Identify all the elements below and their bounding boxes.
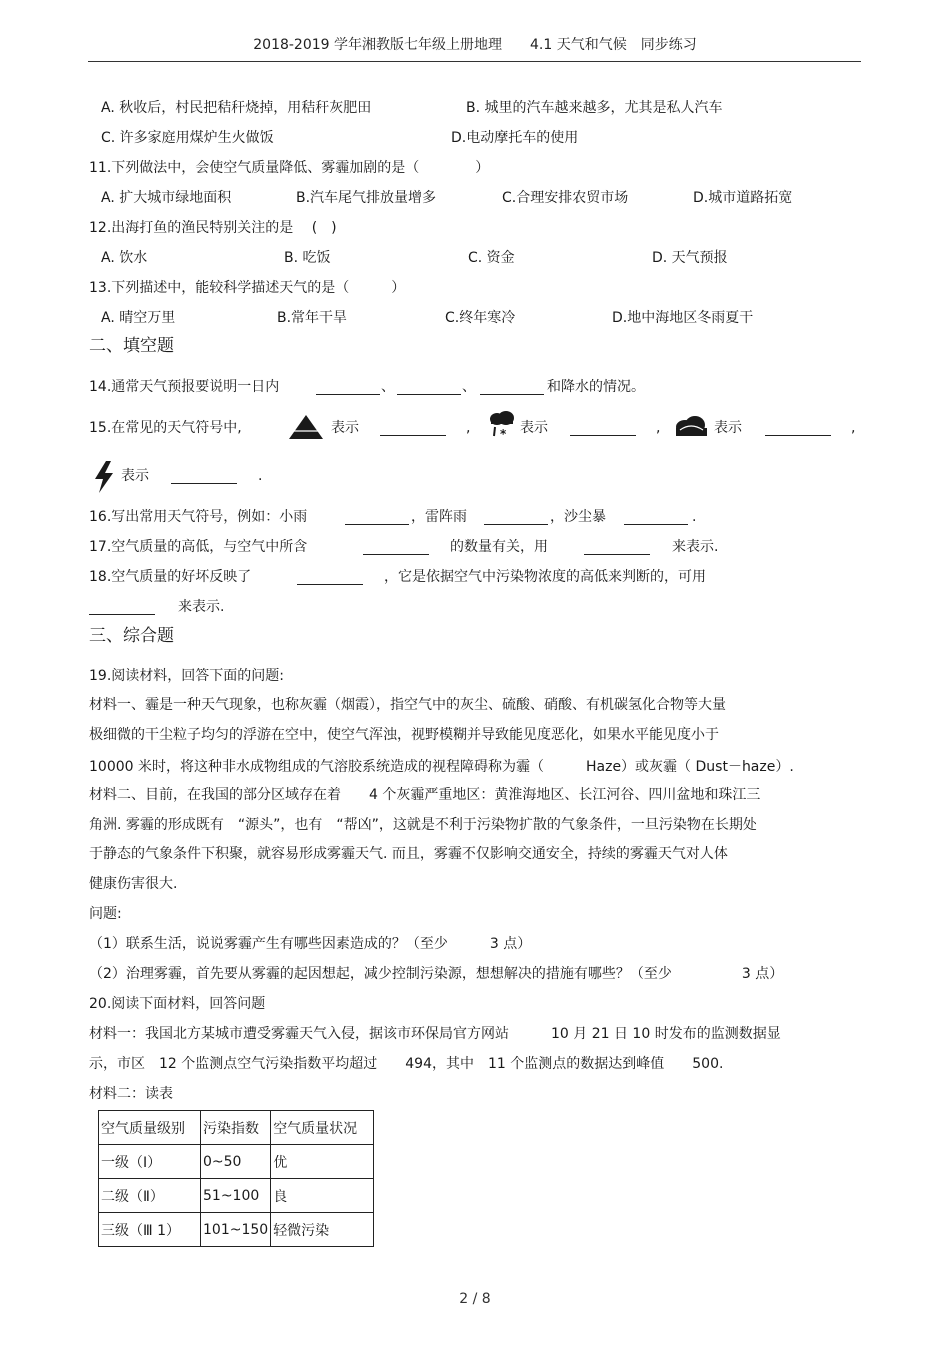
q15-period: . [258, 468, 263, 484]
q15-label-3: 表示 [714, 420, 742, 436]
q19-material2-line2: 角洲. 雾霾的形成既有 “源头”，也有 “帮凶”，这就是不利于污染物扩散的气象条件，一旦污染物在长期处 [89, 817, 757, 833]
rain-snow-icon [486, 410, 518, 440]
q15-blank-3[interactable] [765, 421, 831, 436]
table-header-cell: 空气质量状况 [271, 1111, 374, 1145]
page-header: 2018-2019 学年湘教版七年级上册地理 4.1 天气和气候 同步练习 [253, 37, 697, 53]
page-number: 2 / 8 [459, 1291, 491, 1307]
air-quality-table [98, 1110, 374, 1247]
q18-blank-1[interactable] [297, 570, 363, 585]
q13-stem: 13.下列描述中，能较科学描述天气的是（ ） [89, 280, 406, 296]
table-cell: 一级（Ⅰ） [99, 1145, 201, 1179]
q19-material1-line1: 材料一、霾是一种天气现象，也称灰霾（烟霞），指空气中的灰尘、硫酸、硝酸、有机碳氢化合物等大量 [89, 697, 726, 713]
q20-material2: 材料二：读表 [89, 1086, 173, 1102]
q14-sep-2: 、 [462, 379, 476, 395]
q17-blank-1[interactable] [363, 540, 429, 555]
q18-prefix: 18.空气质量的好坏反映了 [89, 569, 252, 585]
q14-blank-3[interactable] [480, 380, 544, 395]
q10-option-d: D.电动摩托车的使用 [451, 130, 579, 146]
svg-text:*: * [500, 427, 507, 440]
q14-prefix: 14.通常天气预报要说明一日内 [89, 379, 280, 395]
q20-stem: 20.阅读下面材料，回答问题 [89, 996, 266, 1012]
q11-option-d: D.城市道路拓宽 [693, 190, 793, 206]
q16-prefix: 16.写出常用天气符号，例如：小雨 [89, 509, 308, 525]
q14-blank-2[interactable] [397, 380, 461, 395]
overcast-icon [673, 414, 709, 438]
q19-stem: 19.阅读材料，回答下面的问题: [89, 668, 284, 684]
q10-option-a: A. 秋收后，村民把秸秆烧掉，用秸秆灰肥田 [101, 100, 372, 116]
q14-suffix: 和降水的情况。 [547, 379, 645, 395]
q19-material1-line3: 10000 米时，将这种非水成物组成的气溶胶系统造成的视程障碍称为霾（ Haze）或灰霾（ Dust－haze）. [89, 759, 794, 775]
q13-option-b: B.常年干旱 [277, 310, 348, 326]
q16-blank-2[interactable] [484, 510, 548, 525]
q15-label-4: 表示 [121, 468, 149, 484]
table-cell: 51~100 [201, 1179, 271, 1213]
q16-end: . [692, 509, 697, 525]
q15-comma-1: , [466, 420, 471, 436]
q16-mid-1: ，雷阵雨 [411, 509, 467, 525]
q11-stem: 11.下列做法中，会使空气质量降低、雾霾加剧的是（ ） [89, 160, 490, 176]
q11-option-a: A. 扩大城市绿地面积 [101, 190, 232, 206]
q16-blank-1[interactable] [345, 510, 409, 525]
q17-prefix: 17.空气质量的高低，与空气中所含 [89, 539, 308, 555]
q18-end: 来表示. [178, 599, 225, 615]
q15-blank-1[interactable] [380, 421, 446, 436]
table-cell: 轻微污染 [271, 1213, 374, 1247]
sandstorm-icon [287, 413, 325, 441]
table-cell: 0~50 [201, 1145, 271, 1179]
q12-option-a: A. 饮水 [101, 250, 148, 266]
q14-sep-1: 、 [381, 379, 395, 395]
table-header-cell: 空气质量级别 [99, 1111, 201, 1145]
q11-option-c: C.合理安排农贸市场 [502, 190, 629, 206]
q13-option-c: C.终年寒冷 [445, 310, 516, 326]
q20-material1-line1: 材料一：我国北方某城市遭受雾霾天气入侵，据该市环保局官方网站 10 月 21 日 10 时发布的监测数据显 [89, 1026, 781, 1042]
section-comprehensive-title: 三、综合题 [89, 626, 174, 646]
q15-prefix: 15.在常见的天气符号中, [89, 420, 242, 436]
q17-end: 来表示. [672, 539, 719, 555]
q17-mid: 的数量有关，用 [450, 539, 548, 555]
q12-option-c: C. 资金 [468, 250, 515, 266]
header-rule [88, 61, 861, 62]
q17-blank-2[interactable] [584, 540, 650, 555]
q15-label-2: 表示 [520, 420, 548, 436]
q16-mid-2: ，沙尘暴 [550, 509, 606, 525]
q12-option-b: B. 吃饭 [284, 250, 331, 266]
q16-blank-3[interactable] [624, 510, 688, 525]
q19-material2-line3: 于静态的气象条件下积聚，就容易形成雾霾天气. 而且，雾霾不仅影响交通安全，持续的雾霾天气对人体 [89, 846, 728, 862]
q18-blank-2[interactable] [89, 600, 155, 615]
q10-option-b: B. 城里的汽车越来越多，尤其是私人汽车 [466, 100, 723, 116]
q13-option-a: A. 晴空万里 [101, 310, 176, 326]
q15-label-1: 表示 [331, 420, 359, 436]
table-cell: 101~150 [201, 1213, 271, 1247]
table-row [99, 1179, 374, 1213]
table-cell: 良 [271, 1179, 374, 1213]
q15-comma-3: , [851, 420, 856, 436]
q19-question-2: （2）治理雾霾，首先要从雾霾的起因想起，减少控制污染源，想想解决的措施有哪些？（至少 3 点） [89, 966, 784, 982]
q18-mid: ，它是依据空气中污染物浓度的高低来判断的，可用 [384, 569, 706, 585]
table-cell: 三级（Ⅲ 1） [99, 1213, 201, 1247]
q12-stem: 12.出海打鱼的渔民特别关注的是 ( ) [89, 220, 337, 236]
q19-material2-line1: 材料二、目前，在我国的部分区域存在着 4 个灰霾严重地区：黄淮海地区、长江河谷、四川盆地和珠江三 [89, 787, 761, 803]
table-row [99, 1145, 374, 1179]
table-row [99, 1213, 374, 1247]
q12-option-d: D. 天气预报 [652, 250, 728, 266]
table-header-row [99, 1111, 374, 1145]
q11-option-b: B.汽车尾气排放量增多 [296, 190, 437, 206]
q13-option-d: D.地中海地区冬雨夏干 [612, 310, 754, 326]
q19-material1-line2: 极细微的干尘粒子均匀的浮游在空中，使空气浑浊，视野模糊并导致能见度恶化，如果水平能见度小于 [89, 727, 719, 743]
table-cell: 二级（Ⅱ） [99, 1179, 201, 1213]
q20-material1-line2: 示，市区 12 个监测点空气污染指数平均超过 494，其中 11 个监测点的数据达到峰值 500. [89, 1056, 724, 1072]
table-cell: 优 [271, 1145, 374, 1179]
q15-blank-4[interactable] [171, 469, 237, 484]
q19-question-label: 问题: [89, 906, 122, 922]
q14-blank-1[interactable] [316, 380, 380, 395]
q15-blank-2[interactable] [570, 421, 636, 436]
table-header-cell: 污染指数 [201, 1111, 271, 1145]
section-fill-in-title: 二、填空题 [89, 336, 174, 356]
q19-material2-line4: 健康伤害很大. [89, 876, 178, 892]
q15-comma-2: , [656, 420, 661, 436]
q10-option-c: C. 许多家庭用煤炉生火做饭 [101, 130, 274, 146]
lightning-icon [92, 460, 116, 494]
q19-question-1: （1）联系生活，说说雾霾产生有哪些因素造成的？（至少 3 点） [89, 936, 532, 952]
